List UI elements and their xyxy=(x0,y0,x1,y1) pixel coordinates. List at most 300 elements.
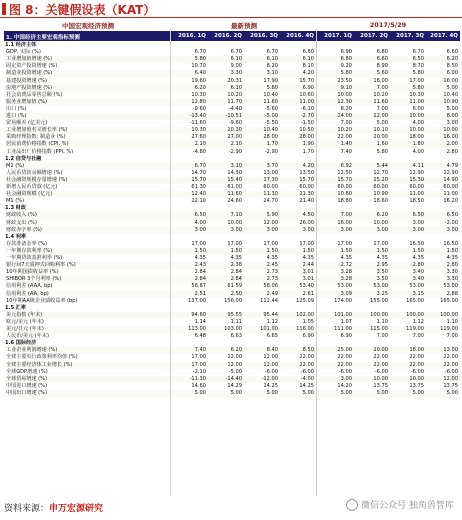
assumptions-table xyxy=(4,20,460,496)
cell-value: 6.90 xyxy=(340,333,352,340)
cell-value: 4.11 xyxy=(412,162,424,169)
cell-value: 6.10 xyxy=(266,56,278,63)
cell-value: 10.00 xyxy=(409,113,424,119)
cell-value: 15.40 xyxy=(227,176,242,183)
cell-value: 22.00 xyxy=(373,354,388,361)
cell-value: 20.31 xyxy=(227,77,242,84)
cell-value: 27.60 xyxy=(191,134,206,141)
figure-title-bar xyxy=(0,0,462,18)
cell-value: 3.40 xyxy=(412,269,424,276)
cell-value: 10.30 xyxy=(191,91,206,98)
cell-value: 3.00 xyxy=(340,226,352,233)
cell-value: 3.00 xyxy=(266,226,278,233)
cell-value: 18.60 xyxy=(373,198,388,205)
cell-value: 2.73 xyxy=(266,276,278,283)
cell-value: 6.48 xyxy=(194,333,206,340)
cell-value: 8.20 xyxy=(266,63,278,70)
column-divider xyxy=(170,31,171,496)
cell-value: 3.10 xyxy=(230,162,242,169)
cell-value: 1.50 xyxy=(376,247,388,254)
section-title: 1.2 信贷与社融 xyxy=(5,155,42,162)
cell-value: 13.50 xyxy=(299,169,314,176)
table-row xyxy=(4,291,460,298)
row-label: 一年期存款利率 (%) xyxy=(6,247,53,254)
cell-value: 10.90 xyxy=(443,98,458,105)
cell-value: 4.20 xyxy=(302,70,314,77)
cell-value: 17.00 xyxy=(191,240,206,247)
cell-value: 3.09 xyxy=(340,290,352,297)
table-row xyxy=(4,85,460,92)
cell-value: 2.50 xyxy=(230,290,242,297)
cell-value: 5.00 xyxy=(230,389,242,396)
cell-value: 7.40 xyxy=(194,347,206,354)
cell-value: -14.40 xyxy=(225,375,242,382)
cell-value: 8.50 xyxy=(446,63,458,70)
cell-value: 113.00 xyxy=(188,326,206,332)
cell-value: 13.00 xyxy=(443,347,458,354)
cell-value: 6.10 xyxy=(230,56,242,63)
cell-value: 20.00 xyxy=(373,347,388,354)
row-label: 全球主要经济体工业增长 (%) xyxy=(6,361,73,368)
column-divider xyxy=(316,31,317,496)
cell-value: -9.60 xyxy=(192,105,206,112)
cell-value: 2.84 xyxy=(194,269,206,276)
cell-value: 2.84 xyxy=(230,276,242,283)
cell-value: 95.55 xyxy=(227,311,242,318)
cell-value: 14.30 xyxy=(227,169,242,176)
title-rule xyxy=(0,17,462,18)
cell-value: 1.12 xyxy=(412,318,424,325)
cell-value: 156.00 xyxy=(224,297,242,304)
cell-value: 6.80 xyxy=(340,56,352,63)
cell-value: 2.84 xyxy=(194,276,206,283)
row-label: 进口 (%) xyxy=(6,113,27,119)
cell-value: 15.70 xyxy=(299,77,314,84)
cell-value: 3.28 xyxy=(340,276,352,283)
cell-value: 22.00 xyxy=(337,354,352,361)
table-row xyxy=(4,269,460,276)
cell-value: 53.00 xyxy=(443,283,458,290)
cell-value: 10.30 xyxy=(191,127,206,134)
cell-value: -13.40 xyxy=(189,113,206,119)
footer xyxy=(4,498,460,516)
cell-value: 11.70 xyxy=(227,98,242,105)
table-row xyxy=(4,241,460,248)
cell-value: 5.90 xyxy=(266,212,278,219)
cell-value: -6.00 xyxy=(264,368,278,375)
cell-value: 6.50 xyxy=(194,212,206,219)
cell-value: 16.50 xyxy=(443,240,458,247)
cell-value: 22.00 xyxy=(337,134,352,141)
row-label: 人民币贷款余额增速 (%) xyxy=(6,169,63,176)
cell-value: 2.44 xyxy=(302,262,314,269)
cell-value: 15.20 xyxy=(373,176,388,183)
row-label: 贸易顺差 (亿美元) xyxy=(6,120,48,127)
source-note xyxy=(4,501,103,514)
cell-value: 6.40 xyxy=(194,70,206,77)
quarter-header: 2016. 3Q xyxy=(250,33,278,39)
row-label: 全球贸易增速 (%) xyxy=(6,375,47,382)
cell-value: 1.50 xyxy=(194,247,206,254)
cell-value: 10.00 xyxy=(409,375,424,382)
cell-value: -2.70 xyxy=(300,113,314,119)
cell-value: 56.87 xyxy=(191,283,206,290)
row-label: 欧元/美元 (年末) xyxy=(6,318,44,325)
table-row xyxy=(4,78,460,85)
cell-value: 22.00 xyxy=(443,361,458,368)
row-label: 全球主要央行政策利率均值 (%) xyxy=(6,354,78,361)
cell-value: 21.40 xyxy=(299,198,314,205)
cell-value: 12.00 xyxy=(263,354,278,361)
cell-value: 6.50 xyxy=(412,56,424,63)
table-row xyxy=(4,376,460,383)
cell-value: 7.00 xyxy=(376,105,388,112)
row-label: 财政支出 (%) xyxy=(6,219,37,226)
cell-value: 3.40 xyxy=(412,276,424,283)
cell-value: 10.00 xyxy=(409,127,424,134)
cell-value: 12.00 xyxy=(263,219,278,226)
cell-value: 8.10 xyxy=(302,63,314,70)
cell-value: 116.00 xyxy=(296,326,314,332)
cell-value: 12.00 xyxy=(443,375,458,382)
cell-value: 2.38 xyxy=(230,262,242,269)
cell-value: 18.00 xyxy=(373,77,388,84)
cell-value: 1.10 xyxy=(446,318,458,325)
cell-value: 7.00 xyxy=(340,120,352,127)
cell-value: 102.00 xyxy=(296,311,314,318)
table-row xyxy=(4,362,460,369)
cell-value: 1.50 xyxy=(446,247,458,254)
cell-value: 4.79 xyxy=(446,162,458,169)
cell-value: 6.70 xyxy=(230,49,242,56)
row-label: GDP, 实际 (%) xyxy=(6,49,41,56)
section-header xyxy=(4,156,460,163)
row-label: 人民币/美元 (年末) xyxy=(6,333,49,340)
cell-value: 6.20 xyxy=(376,212,388,219)
cell-value: 1.12 xyxy=(266,318,278,325)
cell-value: 17.00 xyxy=(299,240,314,247)
table-row xyxy=(4,390,460,397)
quarter-header: 2017. 3Q xyxy=(396,33,424,39)
cell-value: 17.00 xyxy=(227,240,242,247)
cell-value: 11.30 xyxy=(263,191,278,198)
row-label: 中国出口增速 (%) xyxy=(6,389,47,396)
cell-value: 6.80 xyxy=(302,49,314,56)
cell-value: 22.10 xyxy=(191,198,206,205)
cell-value: 12.00 xyxy=(227,354,242,361)
table-row xyxy=(4,63,460,70)
cell-value: 3.25 xyxy=(376,290,388,297)
cell-value: 11.60 xyxy=(263,98,278,105)
cell-value: -4.80 xyxy=(192,148,206,155)
cell-value: 60.00 xyxy=(409,184,424,190)
cell-value: 103.00 xyxy=(224,326,242,332)
cell-value: 61.00 xyxy=(227,184,242,190)
table-row xyxy=(4,127,460,134)
cell-value: 23.50 xyxy=(337,77,352,84)
cell-value: 2.10 xyxy=(230,141,242,148)
cell-value: 3.30 xyxy=(446,276,458,283)
row-label: SHIBOR 3个月利率 (%) xyxy=(6,276,62,283)
cell-value: 16.50 xyxy=(409,240,424,247)
cell-value: 5.80 xyxy=(194,56,206,63)
cell-value: 6.50 xyxy=(412,212,424,219)
cell-value: 4.35 xyxy=(194,255,206,261)
cell-value: 17.00 xyxy=(337,240,352,247)
cell-value: 3.50 xyxy=(376,276,388,283)
row-label: 信用利差 (AA, bp) xyxy=(6,290,49,297)
row-label: 工业企业利润增速 (%) xyxy=(6,347,58,354)
table-row xyxy=(4,326,460,333)
cell-value: 119.00 xyxy=(406,326,424,332)
cell-value: -2.00 xyxy=(444,219,458,226)
cell-value: 3.00 xyxy=(412,219,424,226)
cell-value: -5.00 xyxy=(228,368,242,375)
section-header xyxy=(4,234,460,241)
cell-value: 4.20 xyxy=(302,162,314,169)
cell-value: 14.60 xyxy=(191,382,206,389)
cell-value: 2.10 xyxy=(194,141,206,148)
cell-value: 112.44 xyxy=(260,297,278,304)
cell-value: 7.00 xyxy=(340,212,352,219)
cell-value: 5.00 xyxy=(376,389,388,396)
cell-value: 3.10 xyxy=(266,70,278,77)
table-row xyxy=(4,262,460,269)
cell-value: 3.28 xyxy=(340,269,352,276)
cell-value: -6.00 xyxy=(374,368,388,375)
cell-value: 16.00 xyxy=(443,134,458,141)
cell-value: 100.00 xyxy=(406,311,424,318)
row-label: 信用利差 (AAA, bp) xyxy=(6,283,53,290)
cell-value: 22.00 xyxy=(443,354,458,361)
cell-value: 10.40 xyxy=(263,127,278,134)
cell-value: 10.90 xyxy=(373,191,388,198)
cell-value: 60.00 xyxy=(373,184,388,190)
cell-value: -11.60 xyxy=(189,120,206,127)
cell-value: 6.20 xyxy=(194,84,206,91)
table-row xyxy=(4,99,460,106)
cell-value: 22.00 xyxy=(299,361,314,368)
cell-value: 8.00 xyxy=(446,113,458,119)
table-row xyxy=(4,106,460,113)
cell-value: 14.25 xyxy=(299,382,314,389)
cell-value: 14.20 xyxy=(337,382,352,389)
cell-value: 1.50 xyxy=(412,247,424,254)
cell-value: 4.35 xyxy=(446,255,458,261)
watermark-text: 微信公众号 独角兽智库 xyxy=(361,501,454,511)
cell-value: 11.30 xyxy=(299,191,314,198)
cell-value: 53.00 xyxy=(337,283,352,290)
cell-value: 18.00 xyxy=(409,134,424,141)
cell-value: 1.70 xyxy=(266,141,278,148)
cell-value: 12.00 xyxy=(263,361,278,368)
cell-value: 8.50 xyxy=(302,347,314,354)
table-row xyxy=(4,198,460,205)
cell-value: 1.07 xyxy=(340,318,352,325)
cell-value: 17.30 xyxy=(263,176,278,183)
cell-value: 6.50 xyxy=(446,212,458,219)
cell-value: 3.00 xyxy=(376,226,388,233)
table-row xyxy=(4,141,460,148)
cell-value: 9.00 xyxy=(230,63,242,70)
row-label: 工业品出厂价格指数 (PPI, %) xyxy=(6,148,74,155)
quarter-header: 2017. 1Q xyxy=(324,33,352,39)
section-header xyxy=(4,42,460,49)
cell-value: 2.51 xyxy=(194,290,206,297)
cell-value: 1.60 xyxy=(376,141,388,148)
cell-value: 5.00 xyxy=(412,389,424,396)
cell-value: 2.43 xyxy=(194,262,206,269)
row-label: 居民消费价格指数 (CPI, %) xyxy=(6,141,69,148)
wechat-icon xyxy=(346,499,358,511)
cell-value: -6.00 xyxy=(410,368,424,375)
cell-value: 137.00 xyxy=(188,297,206,304)
cell-value: 5.00 xyxy=(446,389,458,396)
table-row xyxy=(4,113,460,120)
cell-value: 2.88 xyxy=(446,290,458,297)
cell-value: -2.90 xyxy=(264,148,278,155)
cell-value: 111.00 xyxy=(334,326,352,332)
table-row xyxy=(4,170,460,177)
cell-value: 3.01 xyxy=(302,269,314,276)
cell-value: 3.30 xyxy=(230,70,242,77)
cell-value: 100.00 xyxy=(370,311,388,318)
cell-value: 5.00 xyxy=(340,389,352,396)
table-header-groups xyxy=(4,20,460,30)
cell-value: 6.90 xyxy=(302,84,314,91)
cell-value: 10.60 xyxy=(337,191,352,198)
cell-value: 1.40 xyxy=(340,141,352,148)
cell-value: 10.50 xyxy=(299,127,314,134)
cell-value: 11.00 xyxy=(409,98,424,105)
cell-value: -6.00 xyxy=(444,368,458,375)
cell-value: 14.25 xyxy=(263,382,278,389)
quarter-header: 2016. 1Q xyxy=(178,33,206,39)
cell-value: 13.75 xyxy=(373,382,388,389)
cell-value: 61.59 xyxy=(227,283,242,290)
cell-value: 7.00 xyxy=(376,333,388,340)
cell-value: 17.00 xyxy=(409,77,424,84)
row-label: 财政收入 (%) xyxy=(6,212,37,219)
cell-value: 10.00 xyxy=(443,127,458,134)
cell-value: 14.70 xyxy=(191,169,206,176)
table-row xyxy=(4,120,460,127)
cell-value: 20.00 xyxy=(373,134,388,141)
cell-value: 53.00 xyxy=(409,283,424,290)
cell-value: 6.65 xyxy=(266,333,278,340)
cell-value: 10.00 xyxy=(227,219,242,226)
cell-value: -9.60 xyxy=(228,120,242,127)
cell-value: 60.00 xyxy=(443,184,458,190)
row-label: 全球GDP增速 (%) xyxy=(6,368,48,375)
section-title: 1.5 汇率 xyxy=(5,304,26,311)
row-label: 制造业投资增速 (%) xyxy=(6,70,53,77)
cell-value: 165.00 xyxy=(440,297,458,304)
section-header xyxy=(4,340,460,347)
cell-value: 3.00 xyxy=(446,226,458,233)
cell-value: 165.00 xyxy=(406,297,424,304)
cell-value: 8.40 xyxy=(266,347,278,354)
cell-value: 95.44 xyxy=(263,311,278,318)
cell-value: 6.63 xyxy=(230,333,242,340)
cell-value: 3.15 xyxy=(412,290,424,297)
cell-value: 60.00 xyxy=(337,184,352,190)
cell-value: 13.75 xyxy=(443,382,458,389)
cell-value: 2.61 xyxy=(302,290,314,297)
row-label: 社会融资规模 (亿元) xyxy=(6,191,53,198)
cell-value: 6.70 xyxy=(194,49,206,56)
table-row xyxy=(4,283,460,290)
cell-value: 155.00 xyxy=(370,297,388,304)
cell-value: 4.00 xyxy=(412,120,424,127)
cell-value: 18.50 xyxy=(409,198,424,205)
cell-value: 1.50 xyxy=(302,247,314,254)
cell-value: 3.50 xyxy=(376,269,388,276)
cell-value: 6.00 xyxy=(412,105,424,112)
cell-value: 4.35 xyxy=(230,255,242,261)
cell-value: 7.00 xyxy=(376,84,388,91)
cell-value: -4.00 xyxy=(300,375,314,382)
cell-value: 8.70 xyxy=(412,63,424,70)
cell-value: 22.00 xyxy=(337,361,352,368)
cell-value: 5.00 xyxy=(302,389,314,396)
cell-value: 5.80 xyxy=(412,84,424,91)
table-row xyxy=(4,312,460,319)
cell-value: 10.20 xyxy=(337,127,352,134)
cell-value: 7.00 xyxy=(446,333,458,340)
cell-value: 1.50 xyxy=(266,247,278,254)
row-label: 一年期贷款基准利率 (%) xyxy=(6,255,63,261)
cell-value: 6.92 xyxy=(340,162,352,169)
cell-value: 1.50 xyxy=(230,247,242,254)
section-header xyxy=(4,305,460,312)
table-row xyxy=(4,369,460,376)
table-header-quarters xyxy=(4,31,460,41)
cell-value: 16.00 xyxy=(337,219,352,226)
cell-value: 2.00 xyxy=(446,141,458,148)
cell-value: 11.60 xyxy=(227,191,242,198)
cell-value: 7.00 xyxy=(412,333,424,340)
cell-value: 53.00 xyxy=(373,283,388,290)
cell-value: 4.00 xyxy=(412,148,424,155)
cell-value: 4.35 xyxy=(412,255,424,261)
section-title: 1.1 经济主体 xyxy=(5,42,37,48)
cell-value: 1.11 xyxy=(230,318,242,325)
cell-value: 10.30 xyxy=(409,91,424,98)
cell-value: 58.06 xyxy=(263,283,278,290)
cell-value: 15.70 xyxy=(299,176,314,183)
cell-value: 6.90 xyxy=(340,49,352,56)
cell-value: 4.35 xyxy=(376,255,388,261)
cell-value: 6.10 xyxy=(230,84,242,91)
cell-value: 10.00 xyxy=(373,375,388,382)
row-label: 出口 (%) xyxy=(6,105,27,112)
cell-value: 100.00 xyxy=(440,311,458,318)
row-label: 财政赤字率 (%) xyxy=(6,226,42,233)
cell-value: -2.10 xyxy=(192,368,206,375)
cell-value: 60.00 xyxy=(299,184,314,190)
cell-value: 17.00 xyxy=(191,361,206,368)
cell-value: 119.00 xyxy=(440,326,458,332)
row-label: 美元指数 (年末) xyxy=(6,311,43,318)
cell-value: 3.00 xyxy=(412,226,424,233)
row-label: M2 (%) xyxy=(6,162,25,169)
cell-value: 12.70 xyxy=(373,169,388,176)
cell-value: 101.00 xyxy=(334,311,352,318)
row-label: 社会消费品零售总额 (%) xyxy=(6,91,63,98)
cell-value: 6.70 xyxy=(266,49,278,56)
cell-value: 3.70 xyxy=(266,162,278,169)
